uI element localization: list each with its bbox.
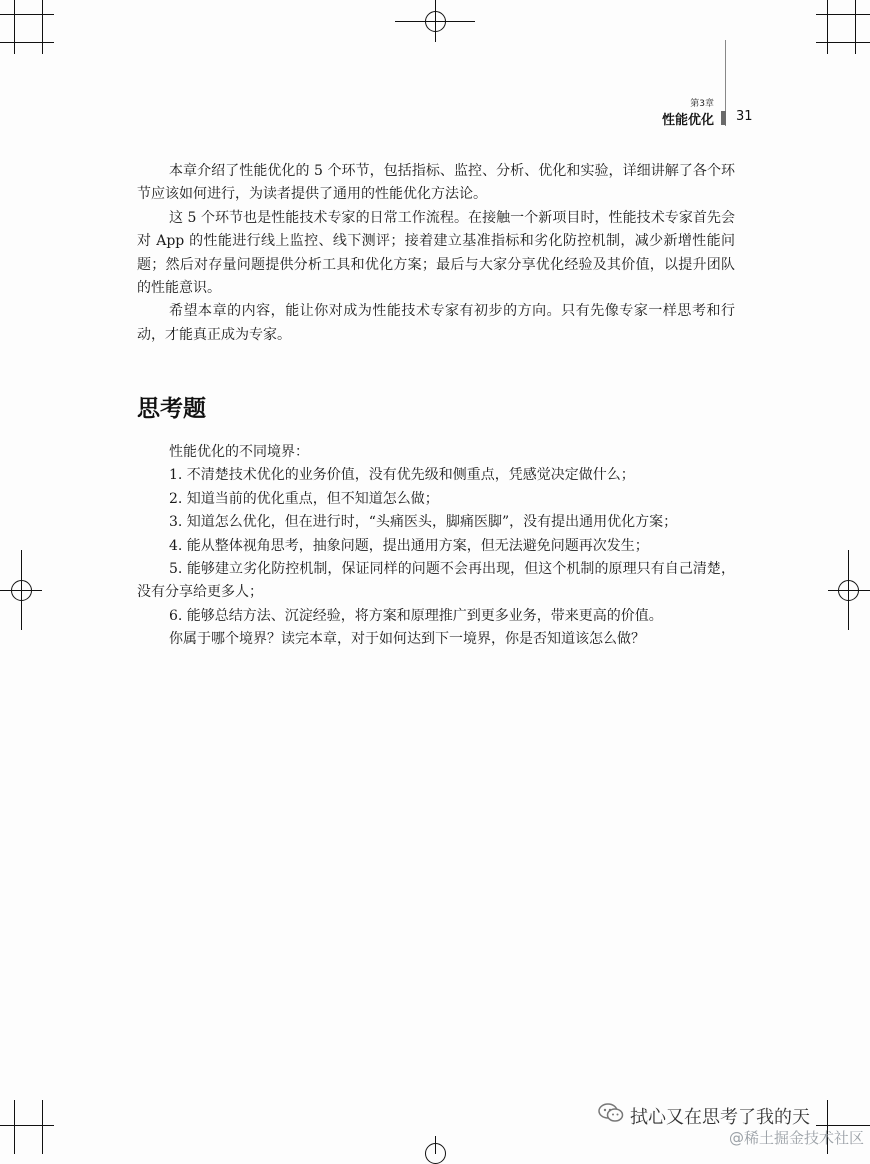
section-heading: 思考题 — [137, 396, 206, 422]
summary-paragraph: 希望本章的内容，能让你对成为性能技术专家有初步的方向。只有先像专家一样思考和行动，才能真正成为专家。 — [137, 303, 735, 343]
question-list — [137, 441, 735, 652]
question-closing: 你属于哪个境界？读完本章，对于如何达到下一境界，你是否知道该怎么做？ — [169, 631, 645, 648]
header-marker-block — [721, 111, 726, 125]
chapter-title: 性能优化 — [661, 113, 714, 128]
chapter-summary — [137, 160, 735, 347]
wechat-icon — [598, 1102, 624, 1129]
summary-paragraph: 本章介绍了性能优化的 5 个环节，包括指标、监控、分析、优化和实验，详细讲解了各个环节应该如何进行，为读者提供了通用的性能优化方法论。 — [137, 163, 735, 203]
list-item: 5. 能够建立劣化防控机制，保证同样的问题不会再出现，但这个机制的原理只有自己清楚，没有分享给更多人； — [137, 561, 735, 601]
list-item: 2. 知道当前的优化重点，但不知道怎么做； — [169, 490, 439, 507]
watermark-text: 拭心又在思考了我的天 — [630, 1106, 810, 1128]
chapter-label: 第3章 — [690, 99, 714, 109]
watermark — [598, 1102, 810, 1129]
list-item: 3. 知道怎么优化，但在进行时，“头痛医头，脚痛医脚”，没有提出通用优化方案； — [169, 514, 678, 531]
list-item: 1. 不清楚技术优化的业务价值，没有优先级和侧重点，凭感觉决定做什么； — [169, 467, 635, 484]
list-item: 6. 能够总结方法、沉淀经验，将方案和原理推广到更多业务，带来更高的价值。 — [169, 607, 663, 624]
question-intro: 性能优化的不同境界： — [169, 444, 309, 460]
page-number: 31 — [736, 109, 753, 124]
summary-paragraph: 这 5 个环节也是性能技术专家的日常工作流程。在接触一个新项目时，性能技术专家首先会对 App 的性能进行线上监控、线下测评；接着建立基准指标和劣化防控机制，减少新增性能问题；然后对存量问题提供分析工具和优化方案；最后与大家分享优化经验及其价值，以提升团队的性能意识。 — [137, 209, 735, 297]
watermark-sub: @稀土掘金技术社区 — [728, 1129, 864, 1147]
list-item: 4. 能从整体视角思考，抽象问题，提出通用方案，但无法避免问题再次发生； — [169, 537, 649, 554]
